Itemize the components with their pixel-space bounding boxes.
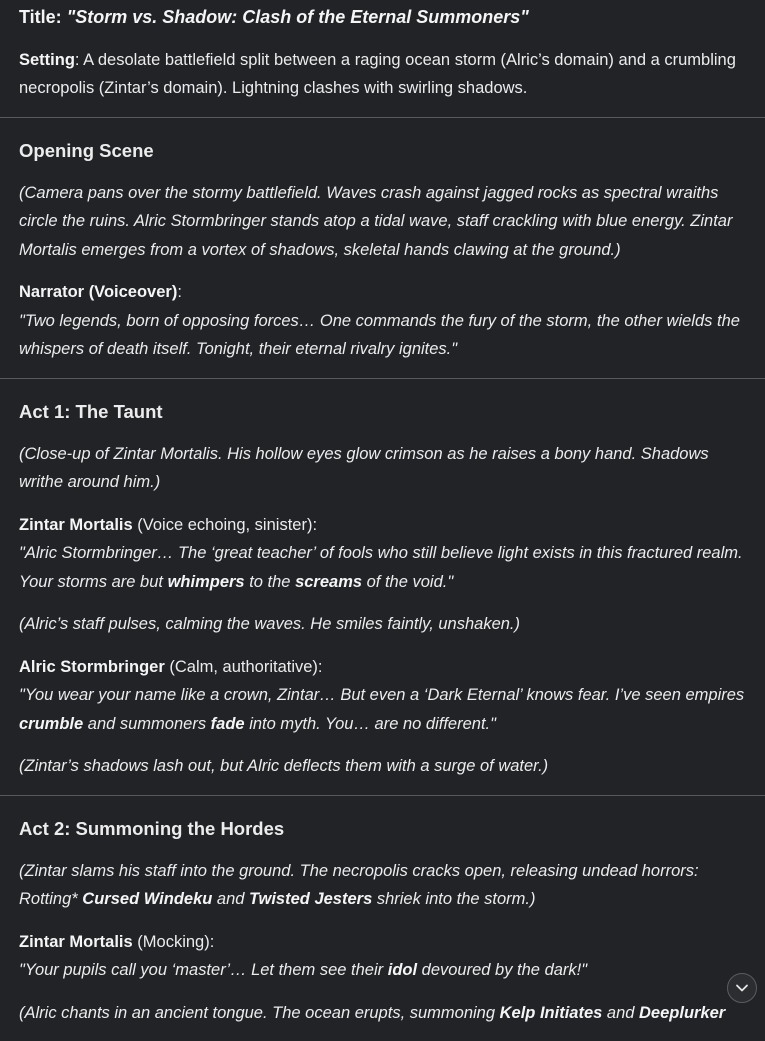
divider xyxy=(0,117,765,118)
scroll-to-bottom-button[interactable] xyxy=(727,973,757,1003)
emphasis: idol xyxy=(387,961,418,979)
dialogue-line: "You wear your name like a crown, Zintar… But even a ‘Dark Eternal’ knows fear. I’ve seen empires xyxy=(19,686,745,704)
divider xyxy=(0,795,765,796)
document xyxy=(19,3,765,1041)
stage-line: (Alric’s staff pulses, calming the waves. He smiles faintly, unshaken.) xyxy=(19,615,521,633)
act2-heading: Act 2: Summoning the Hordes xyxy=(19,817,285,839)
stage-line: (Camera pans over the stormy battlefield. Waves crash against jagged rocks as spectral wraiths xyxy=(19,183,719,202)
speaker-direction: (Mocking): xyxy=(132,932,215,951)
stage-line: (Alric chants in an ancient tongue. The ocean erupts, summoning Kelp Initiates and Deeplurker xyxy=(19,1003,726,1022)
act1-heading: Act 1: The Taunt xyxy=(19,400,163,422)
zintar-dialogue xyxy=(19,511,765,597)
speaker-direction: (Voice echoing, sinister): xyxy=(132,515,318,534)
emphasis: Cursed Windeku xyxy=(82,890,213,908)
stage-line: Mortalis emerges from a vortex of shadows, skeletal hands clawing at the ground.) xyxy=(19,240,621,259)
title-text: "Storm vs. Shadow: Clash of the Eternal Summoners" xyxy=(66,7,529,27)
dialogue-line: "Alric Stormbringer… The ‘great teacher’ of fools who still believe light exists in this fractured realm. xyxy=(19,544,743,562)
emphasis: Kelp Initiates xyxy=(499,1003,603,1022)
emphasis: Deeplurker xyxy=(639,1003,726,1022)
narrator-label: Narrator (Voiceover) xyxy=(19,283,178,301)
opening-stage-direction xyxy=(19,179,765,265)
divider xyxy=(0,378,765,379)
title-line xyxy=(19,3,765,32)
narrator-colon: : xyxy=(177,283,182,301)
speaker-name: Zintar Mortalis xyxy=(19,932,133,951)
setting-paragraph xyxy=(19,46,765,103)
stage-line: circle the ruins. Alric Stormbringer stands atop a tidal wave, staff crackling with blue energy. Zintar xyxy=(19,212,733,230)
emphasis: Twisted Jesters xyxy=(249,890,373,908)
stage-line: (Close-up of Zintar Mortalis. His hollow eyes glow crimson as he raises a bony hand. Shadows xyxy=(19,444,709,463)
narrator-block xyxy=(19,278,765,364)
act1-stage-direction-3 xyxy=(19,752,765,781)
chevron-down-icon xyxy=(735,981,749,995)
stage-line: (Zintar’s shadows lash out, but Alric deflects them with a surge of water.) xyxy=(19,757,549,775)
emphasis: fade xyxy=(210,714,245,733)
setting-line-1: : A desolate battlefield split between a raging ocean storm (Alric’s domain) and a crumbling xyxy=(74,50,736,69)
dialogue-line: "Your pupils call you ‘master’… Let them see their idol devoured by the dark!" xyxy=(19,961,588,979)
speaker-name: Alric Stormbringer xyxy=(19,657,165,676)
dialogue-line: Your storms are but whimpers to the screams of the void." xyxy=(19,572,454,591)
dialogue-line: whispers of death itself. Tonight, their eternal rivalry ignites." xyxy=(19,340,458,358)
dialogue-line: "Two legends, born of opposing forces… One commands the fury of the storm, the other wields the xyxy=(19,311,740,330)
stage-line: Rotting* Cursed Windeku and Twisted Jesters shriek into the storm.) xyxy=(19,890,536,908)
opening-heading: Opening Scene xyxy=(19,139,154,161)
act1-stage-direction-2 xyxy=(19,610,765,639)
setting-line-2: necropolis (Zintar’s domain). Lightning clashes with swirling shadows. xyxy=(19,79,528,97)
act1-stage-direction xyxy=(19,440,765,497)
stage-line: writhe around him.) xyxy=(19,473,161,491)
alric-dialogue xyxy=(19,653,765,739)
emphasis: whimpers xyxy=(167,572,245,591)
act2-zintar-dialogue xyxy=(19,928,765,985)
act2-stage-direction xyxy=(19,857,765,914)
speaker-name: Zintar Mortalis xyxy=(19,515,133,534)
emphasis: crumble xyxy=(19,714,84,733)
setting-label: Setting xyxy=(19,50,75,69)
speaker-direction: (Calm, authoritative): xyxy=(164,657,323,676)
emphasis: screams xyxy=(295,572,363,591)
stage-line: (Zintar slams his staff into the ground. The necropolis cracks open, releasing undead horrors: xyxy=(19,861,699,880)
title-label: Title: xyxy=(19,7,62,27)
dialogue-line: crumble and summoners fade into myth. You… are no different." xyxy=(19,714,496,733)
